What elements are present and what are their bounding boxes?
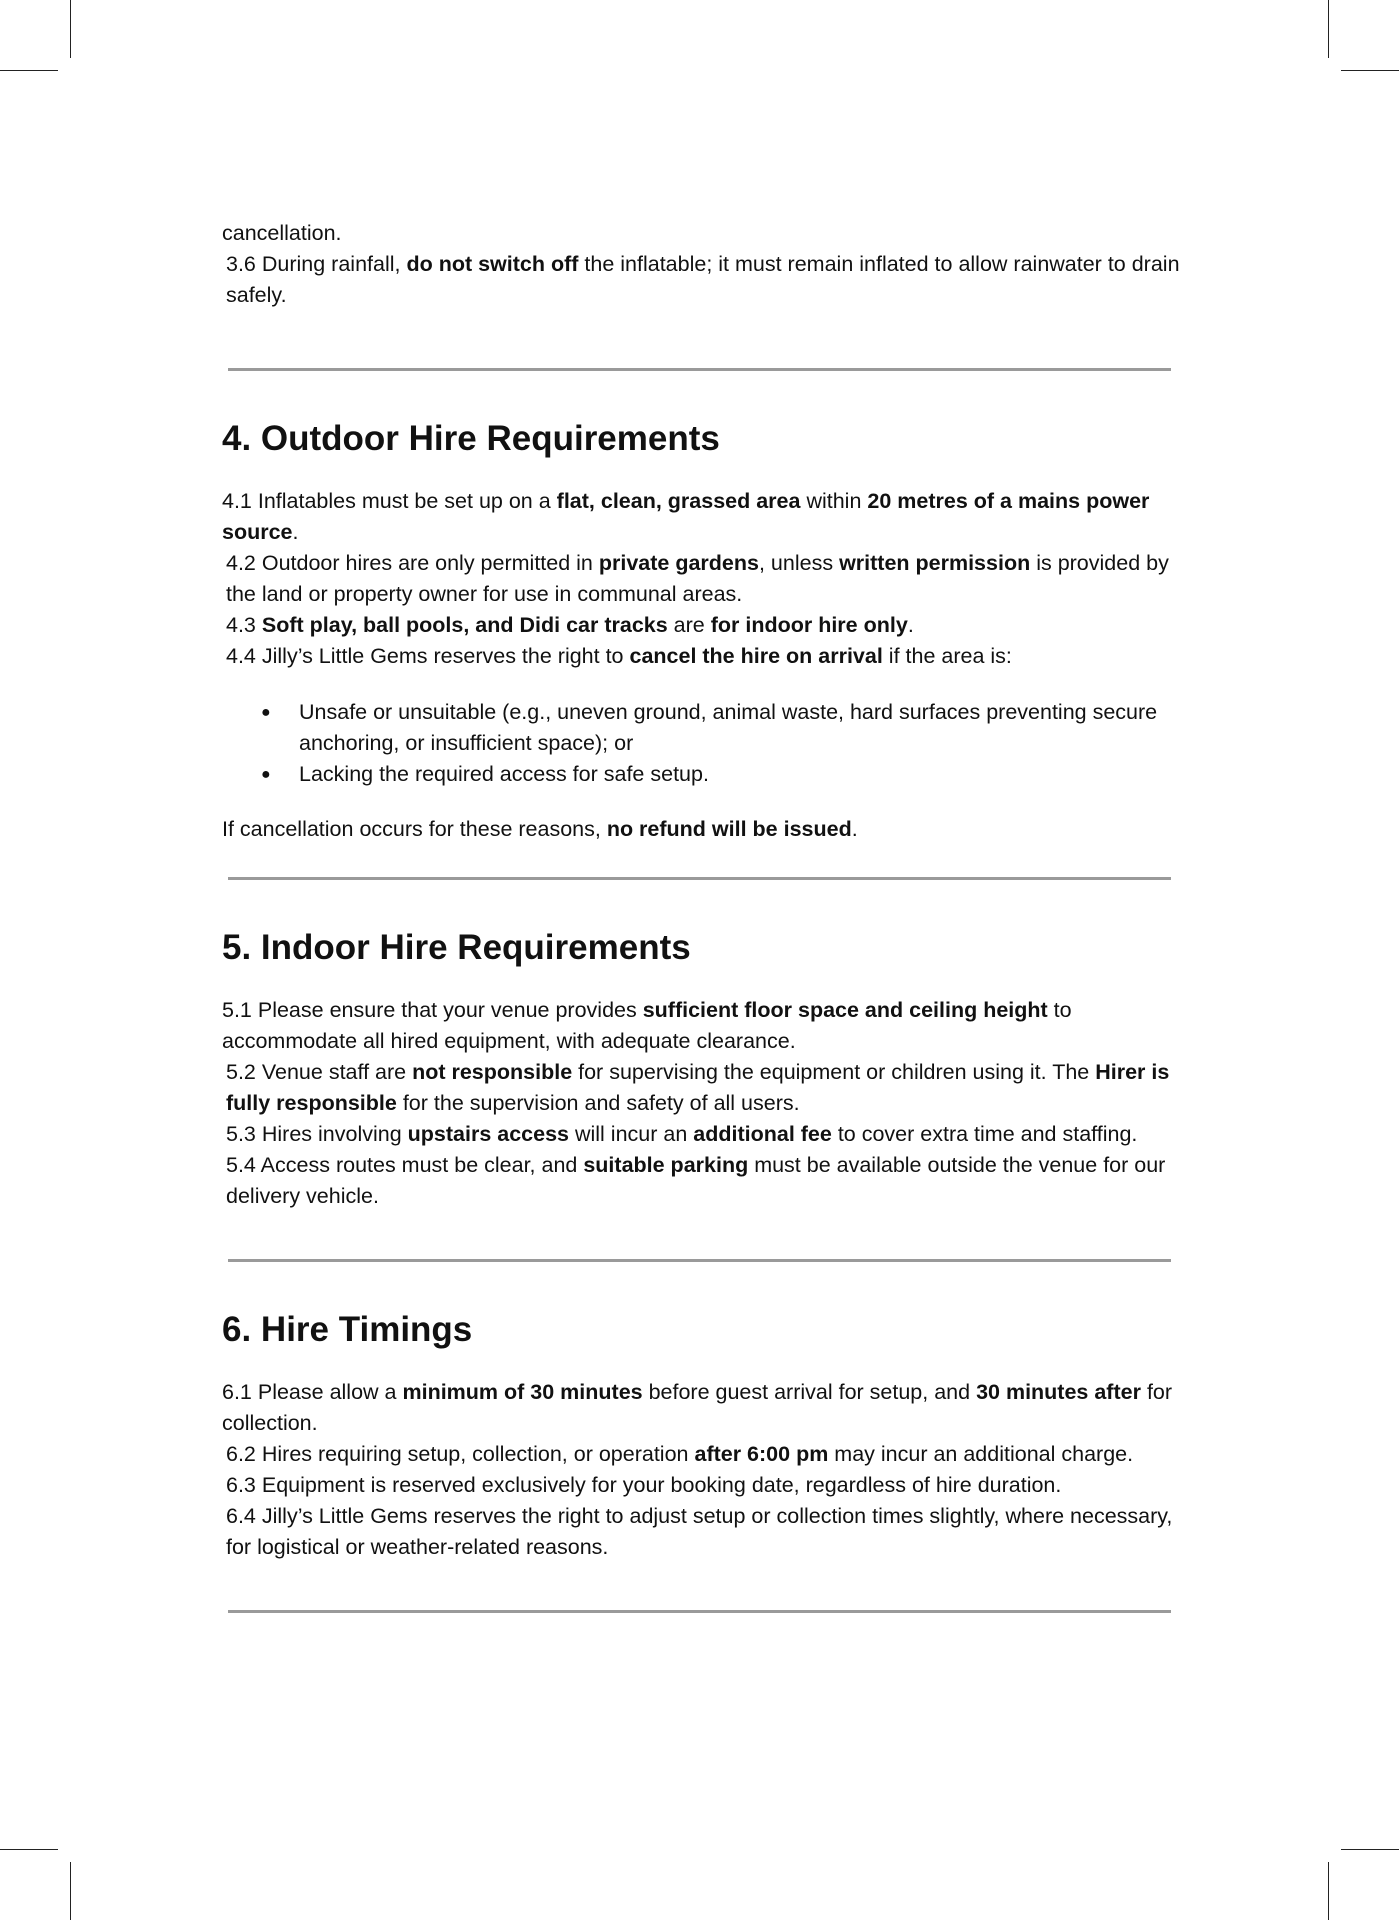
crop-mark-top-left-vertical [70,0,71,58]
crop-mark-top-left-horizontal [0,70,58,71]
cancellation-note: If cancellation occurs for these reasons, no refund will be issued. [222,817,858,841]
clause-5-4: 5.4 Access routes must be clear, and suitable parking must be available outside the venue for our delivery vehicle. [226,1153,1166,1208]
section3-continuation [222,218,1182,249]
clause-6-4: 6.4 Jilly’s Little Gems reserves the right to adjust setup or collection times slightly, where necessary, for logistical or weather-related reasons. [226,1504,1173,1559]
crop-mark-bottom-right-horizontal [1341,1849,1399,1850]
clause-6-3: 6.3 Equipment is reserved exclusively for your booking date, regardless of hire duration. [226,1473,1062,1497]
clause-5-3: 5.3 Hires involving upstairs access will incur an additional fee to cover extra time and staffing. [226,1122,1138,1146]
crop-mark-top-right-horizontal [1341,70,1399,71]
clause-4-3: 4.3 Soft play, ball pools, and Didi car tracks are for indoor hire only. [226,613,914,637]
section-divider [228,1610,1171,1613]
clause-4-2: 4.2 Outdoor hires are only permitted in private gardens, unless written permission is provided by the land or property owner for use in communal areas. [226,551,1169,606]
section-divider [228,1259,1171,1262]
bullet-icon: ● [261,766,271,783]
section-5-heading: 5. Indoor Hire Requirements [222,928,691,967]
bullet-icon: ● [261,704,271,721]
section-6-heading: 6. Hire Timings [222,1310,473,1349]
crop-mark-bottom-left-vertical [70,1862,71,1920]
clause-6-2: 6.2 Hires requiring setup, collection, or operation after 6:00 pm may incur an additional charge. [226,1442,1134,1466]
crop-mark-bottom-right-vertical [1328,1862,1329,1920]
clause-5-1: 5.1 Please ensure that your venue provides sufficient floor space and ceiling height to accommodate all hired equipment, with adequate clearance. [222,998,1072,1053]
unsuitable-area-list [222,697,1182,790]
section-divider [228,368,1171,371]
clause-4-1: 4.1 Inflatables must be set up on a flat, clean, grassed area within 20 metres of a mains power source. [222,489,1150,544]
crop-mark-bottom-left-horizontal [0,1849,58,1850]
section-4-heading: 4. Outdoor Hire Requirements [222,419,720,458]
clause-6-1: 6.1 Please allow a minimum of 30 minutes before guest arrival for setup, and 30 minutes after for collection. [222,1380,1173,1435]
section-divider [228,877,1171,880]
clause-5-2: 5.2 Venue staff are not responsible for supervising the equipment or children using it. The Hirer is fully responsible for the supervision and safety of all users. [226,1060,1170,1115]
clause-3-6: 3.6 During rainfall, do not switch off the inflatable; it must remain inflated to allow rainwater to drain safely. [226,252,1180,307]
crop-mark-top-right-vertical [1328,0,1329,58]
clause-4-4: 4.4 Jilly’s Little Gems reserves the right to cancel the hire on arrival if the area is: [226,644,1012,668]
document-body [222,218,1182,1613]
list-item: ● Unsafe or unsuitable (e.g., uneven ground, animal waste, hard surfaces preventing secure anchoring, or insufficient space); or [222,697,1182,759]
cancellation-text: cancellation. [222,221,342,245]
list-item: ● Lacking the required access for safe setup. [222,759,1182,790]
